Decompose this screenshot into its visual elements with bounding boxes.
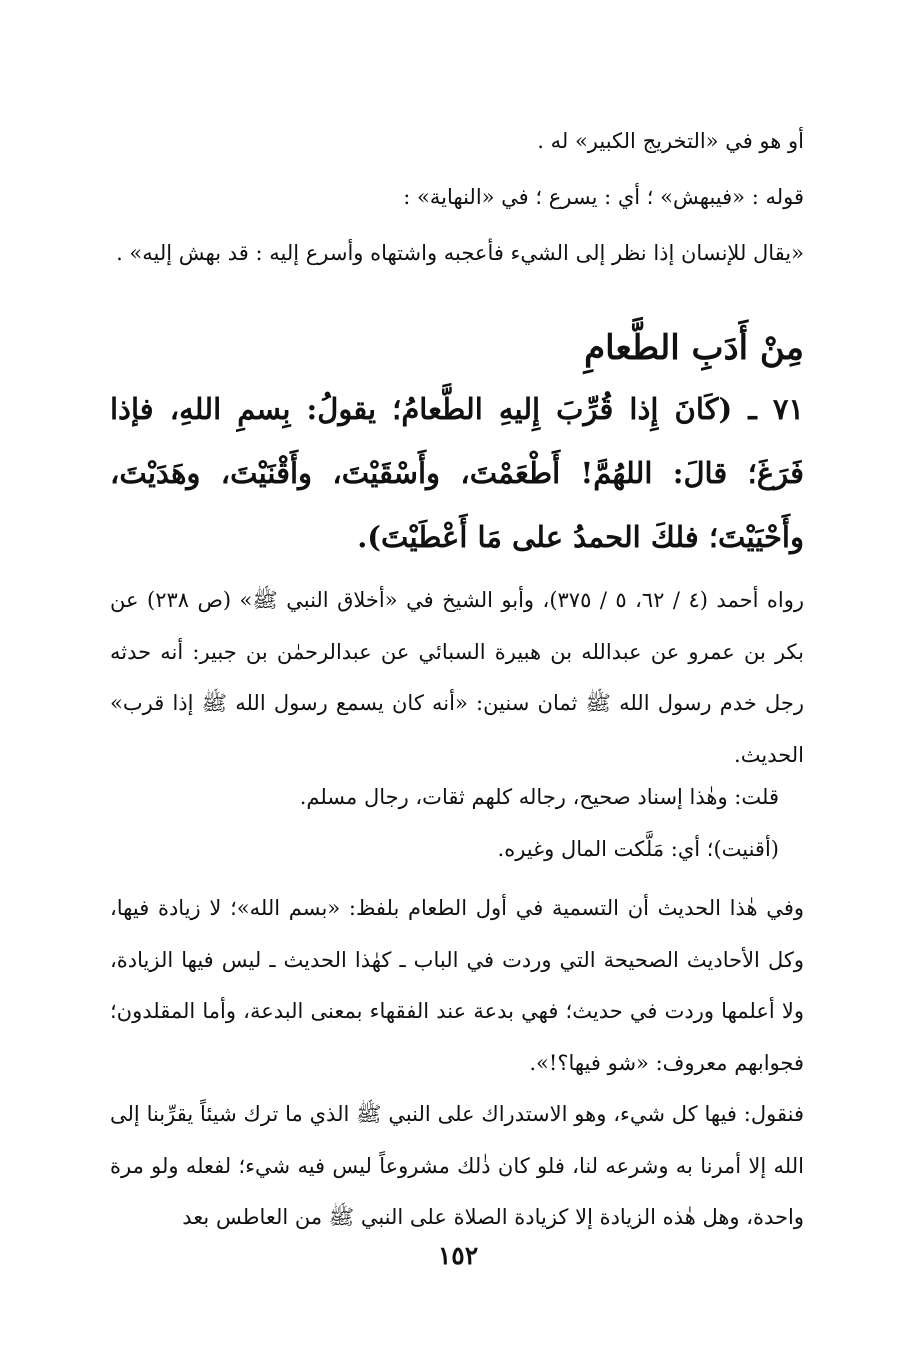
takhrij-paragraph: رواه أحمد (٤ / ٦٢، ٥ / ٣٧٥)، وأبو الشيخ في «أخلاق النبي ﷺ» (ص ٢٣٨) عن بكر بن عمرو عن عبدالله بن هبيرة السبائي عن عبدالرحمٰن بن جبير: أنه حدثه رجل خدم رسول الله ﷺ ثمان سنين: «أنه كان يسمع رسول الله ﷺ إذا قرب» الحديث.: [110, 588, 804, 767]
definition-note: (أقنيت)؛ أي: مَلَّكت المال وغيره.: [497, 837, 779, 861]
commentary-paragraph: وفي هٰذا الحديث أن التسمية في أول الطعام بلفظ: «بسم الله»؛ لا زيادة فيها، وكل الأحاديث الصحيحة التي وردت في الباب ـ كهٰذا الحديث ـ ليس فيها الزيادة، ولا أعلمها وردت في حديث؛ فهي بدعة عند الفقهاء بمعنى البدعة، وأما المقلدون؛ فجوابهم معروف: «شو فيها؟!».: [110, 896, 804, 1075]
section-heading: مِنْ أَدَبِ الطَّعامِ: [584, 328, 804, 368]
intro-line-1: أو هو في «التخريج الكبير» له .: [537, 129, 804, 153]
grading-note: قلت: وهٰذا إسناد صحيح، رجاله كلهم ثقات، رجال مسلم.: [299, 785, 779, 809]
closing-paragraph: فنقول: فيها كل شيء، وهو الاستدراك على النبي ﷺ الذي ما ترك شيئاً يقرِّبنا إلى الله إلا أمرنا به وشرعه لنا، فلو كان ذٰلك مشروعاً ليس فيه شيء؛ لفعله ولو مرة واحدة، وهل هٰذه الزيادة إلا كزيادة الصلاة على النبي ﷺ من العاطس بعد: [110, 1102, 804, 1229]
intro-line-2: قوله : «فيبهش» ؛ أي : يسرع ؛ في «النهاية» :: [403, 185, 804, 209]
intro-line-3: «يقال للإنسان إذا نظر إلى الشيء فأعجبه واشتهاه وأسرع إليه : قد بهش إليه» .: [116, 241, 804, 265]
page-number: ١٥٢: [437, 1241, 479, 1270]
hadith-text: ٧١ ـ (كَانَ إِذا قُرِّبَ إِليهِ الطَّعامُ؛ يقولُ: بِسمِ اللهِ، فإذا فَرَغَ؛ قالَ: اللهُمَّ! أَطْعَمْتَ، وأَسْقَيْتَ، وأَقْنَيْتَ، وهَدَيْتَ، وأَحْيَيْتَ؛ فلكَ الحمدُ على مَا أَعْطَيْتَ).: [110, 392, 804, 554]
